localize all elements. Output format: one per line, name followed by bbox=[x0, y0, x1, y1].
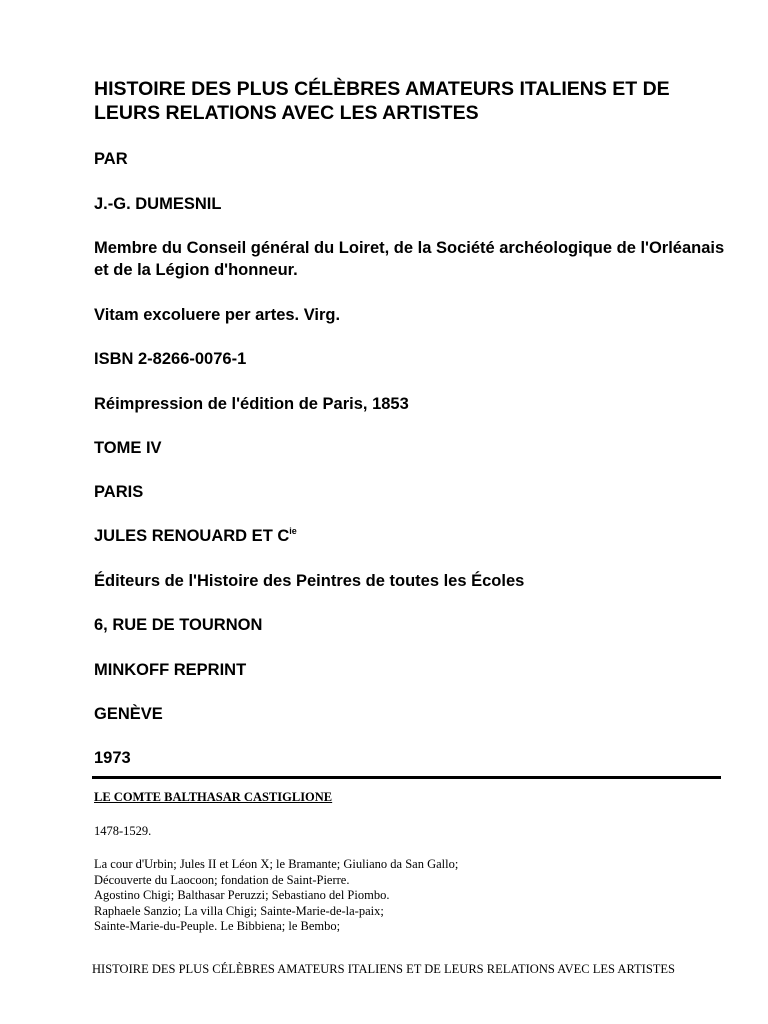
par-label: PAR bbox=[94, 150, 128, 168]
chapter-title: LE COMTE BALTHASAR CASTIGLIONE bbox=[94, 790, 333, 804]
reprint-city: GENÈVE bbox=[94, 705, 163, 723]
publisher-address: 6, RUE DE TOURNON bbox=[94, 616, 263, 634]
city: PARIS bbox=[94, 483, 144, 501]
publisher-description: Éditeurs de l'Histoire des Peintres de toutes les Écoles bbox=[94, 572, 525, 590]
reprint-publisher: MINKOFF REPRINT bbox=[94, 661, 247, 679]
chapter-summary: La cour d'Urbin; Jules II et Léon X; le Bramante; Giuliano da San Gallo; Découverte du Laocoon; fondation de Saint-Pierre. Agostino Chigi; Balthasar Peruzzi; Sebastiano del Piombo. Raphaele Sanzio; La villa Chigi; Sainte-Marie-de-la-paix; Sainte-Marie-du-Peuple. Le Bibbiena; le Bembo; bbox=[94, 857, 459, 933]
reprint-note: Réimpression de l'édition de Paris, 1853 bbox=[94, 395, 409, 413]
horizontal-rule bbox=[92, 776, 721, 779]
author-credentials: Membre du Conseil général du Loiret, de la Société archéologique de l'Orléanais et de la Légion d'honneur. bbox=[94, 239, 725, 279]
tome: TOME IV bbox=[94, 439, 162, 457]
author-name: J.-G. DUMESNIL bbox=[94, 195, 222, 213]
publisher bbox=[94, 525, 734, 547]
publisher-main: JULES RENOUARD ET C bbox=[94, 527, 290, 545]
isbn: ISBN 2-8266-0076-1 bbox=[94, 350, 247, 368]
chapter-dates: 1478-1529. bbox=[94, 824, 152, 838]
publisher-superscript: ie bbox=[289, 526, 297, 536]
running-footer: HISTOIRE DES PLUS CÉLÈBRES AMATEURS ITALIENS ET DE LEURS RELATIONS AVEC LES ARTISTES bbox=[92, 962, 676, 976]
reprint-year: 1973 bbox=[94, 749, 131, 767]
book-title: HISTOIRE DES PLUS CÉLÈBRES AMATEURS ITALIENS ET DE LEURS RELATIONS AVEC LES ARTISTES bbox=[94, 78, 670, 124]
epigraph: Vitam excoluere per artes. Virg. bbox=[94, 306, 341, 324]
